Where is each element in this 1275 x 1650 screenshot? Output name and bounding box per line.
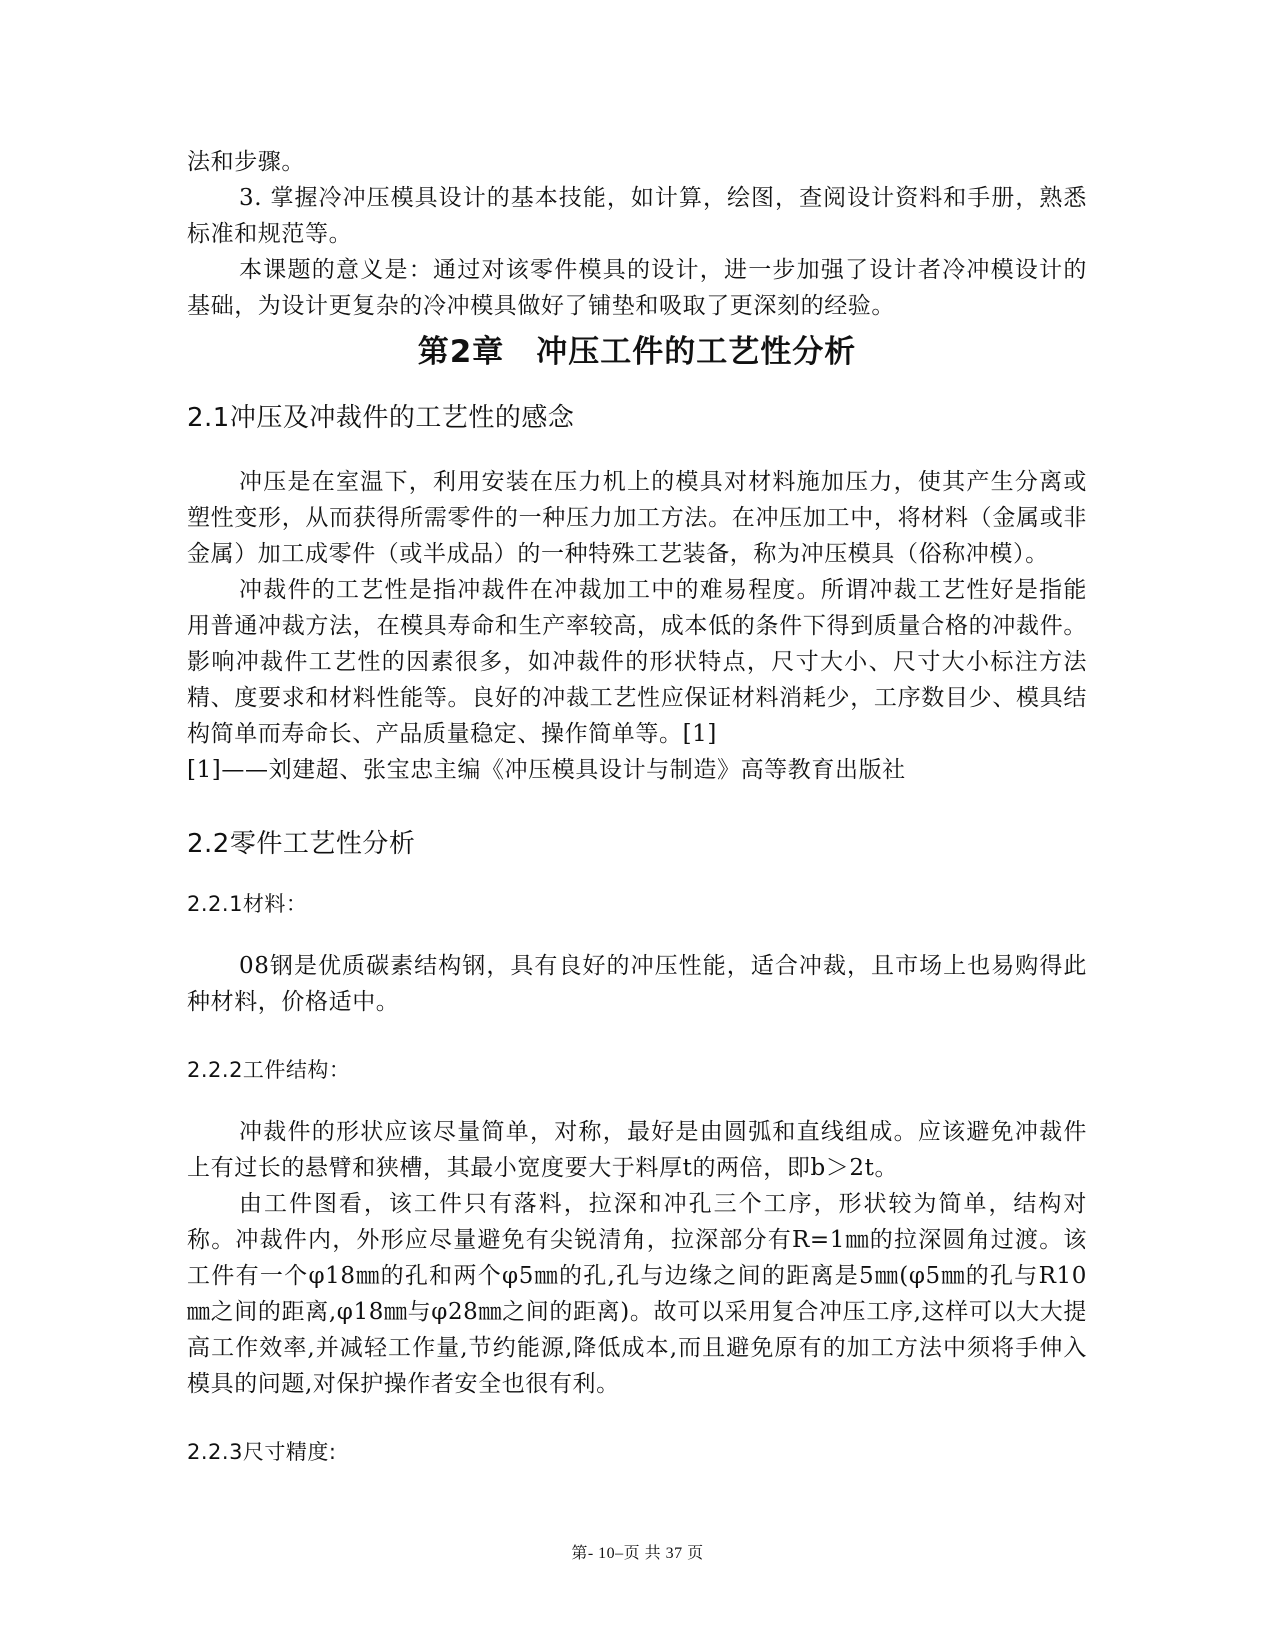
section-2-2-1-heading: 2.2.1材料： <box>187 892 308 916</box>
section-2-2-2-paragraph-2: 由工件图看，该工件只有落料，拉深和冲孔三个工序，形状较为简单，结构对称。冲裁件内，外形应尽量避免有尖锐清角，拉深部分有R=1㎜的拉深圆角过渡。该工件有一个φ18㎜的孔和两个φ5㎜的孔,孔与边缘之间的距离是5㎜(φ5㎜的孔与R10㎜之间的距离,φ18㎜与φ28㎜之间的距离)。故可以采用复合冲压工序,这样可以大大提高工作效率,并减轻工作量,节约能源,降低成本,而且避免原有的加工方法中须将手伸入模具的问题,对保护操作者安全也很有利。 <box>187 1191 1087 1397</box>
intro-significance: 本课题的意义是：通过对该零件模具的设计，进一步加强了设计者冷冲模设计的基础，为设计更复杂的冷冲模具做好了铺垫和吸取了更深刻的经验。 <box>187 257 1087 319</box>
section-2-1-heading: 2.1冲压及冲裁件的工艺性的感念 <box>187 403 575 433</box>
page-footer: 第- 10–页 共 37 页 <box>571 1545 704 1562</box>
intro-paragraph-end: 法和步骤。 <box>187 149 305 175</box>
section-2-1-paragraph-1: 冲压是在室温下，利用安装在压力机上的模具对材料施加压力，使其产生分离或塑性变形，从而获得所需零件的一种压力加工方法。在冲压加工中，将材料（金属或非金属）加工成零件（或半成品）的一种特殊工艺装备，称为冲压模具（俗称冲模）。 <box>187 469 1087 567</box>
reference-note: [1]——刘建超、张宝忠主编《冲压模具设计与制造》高等教育出版社 <box>187 757 906 783</box>
chapter-title: 第2章 冲压工件的工艺性分析 <box>417 334 857 370</box>
section-2-2-heading: 2.2零件工艺性分析 <box>187 829 416 859</box>
section-2-2-2-paragraph-1: 冲裁件的形状应该尽量简单，对称，最好是由圆弧和直线组成。应该避免冲裁件上有过长的悬臂和狭槽，其最小宽度要大于料厚t的两倍，即b＞2t。 <box>187 1119 1087 1181</box>
section-2-2-2-heading: 2.2.2工件结构： <box>187 1058 351 1082</box>
section-2-2-1-paragraph: 08钢是优质碳素结构钢，具有良好的冲压性能，适合冲裁，且市场上也易购得此种材料，价格适中。 <box>187 953 1087 1015</box>
section-2-2-3-heading: 2.2.3尺寸精度: <box>187 1440 337 1464</box>
section-2-1-paragraph-2: 冲裁件的工艺性是指冲裁件在冲裁加工中的难易程度。所谓冲裁工艺性好是指能用普通冲裁方法，在模具寿命和生产率较高，成本低的条件下得到质量合格的冲裁件。影响冲裁件工艺性的因素很多，如冲裁件的形状特点，尺寸大小、尺寸大小标注方法精、度要求和材料性能等。良好的冲裁工艺性应保证材料消耗少，工序数目少、模具结构简单而寿命长、产品质量稳定、操作简单等。[1] <box>187 577 1087 747</box>
intro-item-3: 3. 掌握冷冲压模具设计的基本技能，如计算，绘图，查阅设计资料和手册，熟悉标准和规范等。 <box>187 185 1087 247</box>
page-content <box>187 144 1087 1470</box>
